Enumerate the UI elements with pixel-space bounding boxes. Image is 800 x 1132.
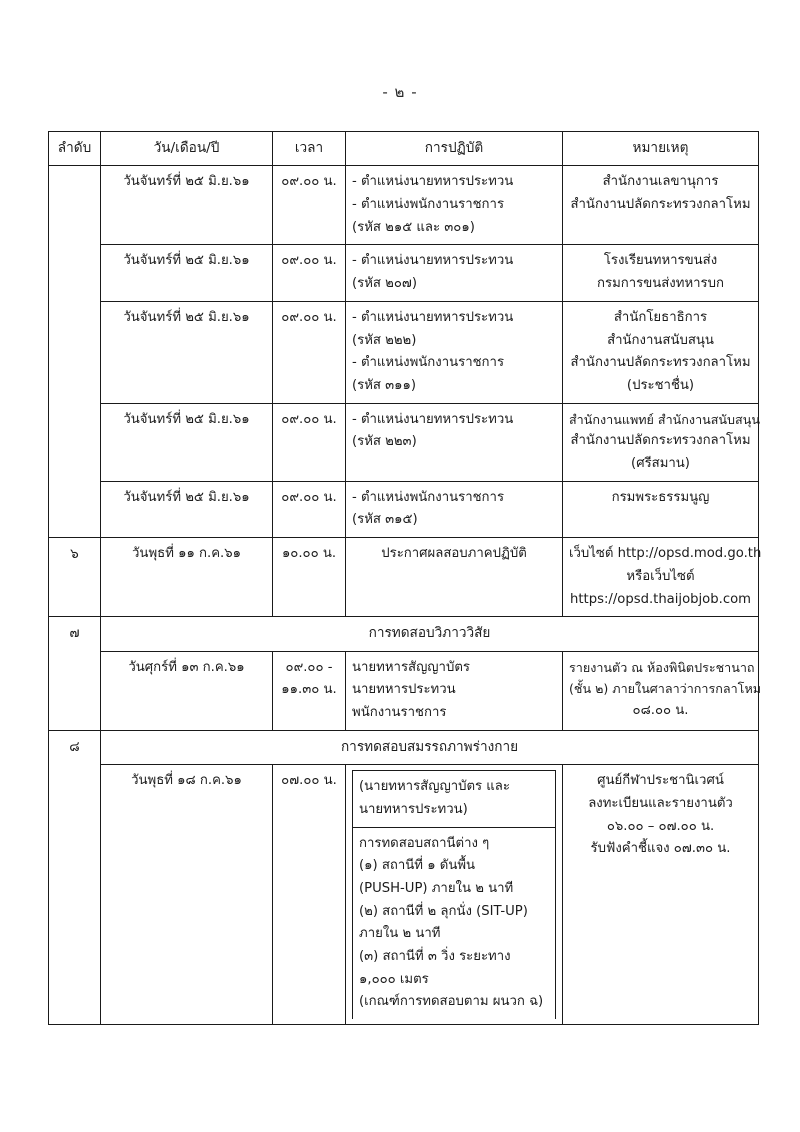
text-line: หรือเว็บไซต์ (626, 568, 695, 584)
cell-remark (563, 403, 759, 481)
cell-remark (563, 245, 759, 301)
action-group-eligibility (353, 771, 556, 827)
text-line: ๐๙.๐๐ น. (281, 411, 337, 427)
cell-date (101, 403, 273, 481)
text-line: ประกาศผลสอบภาคปฏิบัติ (381, 546, 527, 562)
cell-time (273, 245, 346, 301)
action-subrow-top (353, 771, 556, 827)
cell-date (101, 245, 273, 301)
text-line: (รหัส ๓๑๕) (352, 512, 418, 528)
cell-date (101, 538, 273, 617)
text-line: ๑๐.๐๐ น. (281, 546, 337, 562)
text-line: - ตำแหน่งพนักงานราชการ (352, 355, 505, 371)
text-line: กรมพระธรรมนูญ (611, 489, 710, 505)
text-line: วันจันทร์ที่ ๒๕ มิ.ย.๖๑ (123, 411, 250, 427)
cell-action (346, 403, 563, 481)
text-line: (รหัส ๒๐๗) (352, 276, 417, 292)
cell-time (273, 481, 346, 537)
table-header-row (49, 132, 759, 166)
column-header-time: เวลา (273, 132, 346, 166)
cell-date (101, 481, 273, 537)
text-line: (๑) สถานีที่ ๑ ดันพื้น (359, 858, 476, 874)
text-line: นายทหารประทวน) (359, 801, 468, 817)
table-row (49, 245, 759, 301)
text-line: ๐๙.๐๐ - (285, 659, 333, 675)
table-row (49, 301, 759, 403)
text-line: สำนักงานแพทย์ สำนักงานสนับสนุน (569, 411, 760, 427)
cell-date (101, 651, 273, 730)
text-line: - ตำแหน่งนายทหารประทวน (352, 309, 514, 325)
section-title: การทดสอบวิภาววิสัย (101, 617, 759, 651)
cell-date (101, 765, 273, 1025)
text-line: วันจันทร์ที่ ๒๕ มิ.ย.๖๑ (123, 253, 250, 269)
text-line: (๓) สถานีที่ ๓ วิ่ง ระยะทาง (359, 949, 511, 965)
text-line: (๒) สถานีที่ ๒ ลุกนั่ง (SIT-UP) (359, 903, 528, 919)
cell-time (273, 166, 346, 245)
cell-remark (563, 651, 762, 730)
text-line: ศูนย์กีฬาประชานิเวศน์ (597, 773, 724, 789)
text-line: นายทหารสัญญาบัตร (352, 659, 470, 675)
text-line: (รหัส ๒๑๕ และ ๓๐๑) (352, 219, 475, 235)
table-row (49, 538, 759, 617)
text-line: สำนักงานปลัดกระทรวงกลาโหม (570, 433, 751, 449)
text-line: นายทหารประทวน (352, 682, 456, 698)
text-line: รับฟังคำชี้แจง ๐๗.๓๐ น. (590, 841, 731, 857)
cell-sequence-merged (49, 166, 101, 538)
text-line: วันจันทร์ที่ ๒๕ มิ.ย.๖๑ (123, 174, 250, 190)
text-line: วันพุธที่ ๑๘ ก.ค.๖๑ (131, 773, 242, 789)
text-line: วันพุธที่ ๑๑ ก.ค.๖๑ (132, 546, 241, 562)
cell-remark (563, 481, 759, 537)
text-line: (เกณฑ์การทดสอบตาม ผนวก ฉ) (359, 994, 544, 1010)
text-line: (PUSH-UP) ภายใน ๒ นาที (359, 880, 514, 896)
page-number: - ๒ - (382, 83, 418, 101)
table-row (49, 166, 759, 245)
cell-date (101, 166, 273, 245)
table-row (49, 403, 759, 481)
table-row (49, 651, 759, 730)
text-line: ๑๑.๓๐ น. (281, 682, 337, 698)
cell-action (346, 301, 563, 403)
text-line: สำนักงานเลขานุการ (602, 174, 719, 190)
website-primary: เว็บไซต์ http://opsd.mod.go.th (569, 546, 762, 562)
cell-action (346, 538, 563, 617)
cell-time (273, 403, 346, 481)
column-header-action: การปฏิบัติ (346, 132, 563, 166)
text-line: ๐๙.๐๐ น. (281, 489, 337, 505)
cell-remark (563, 166, 759, 245)
text-line: ๐๙.๐๐ น. (281, 253, 337, 269)
text-line: สำนักโยธาธิการ (613, 309, 708, 325)
action-group-stations (353, 827, 556, 1019)
text-line: (รหัส ๒๒๒) (352, 332, 417, 348)
cell-action (346, 765, 563, 1025)
text-line: สำนักงานสนับสนุน (607, 332, 714, 348)
text-line: การทดสอบสถานีต่าง ๆ (359, 835, 490, 851)
column-header-date: วัน/เดือน/ปี (101, 132, 273, 166)
text-line: โรงเรียนทหารขนส่ง (603, 253, 718, 269)
text-line: ๑,๐๐๐ เมตร (359, 971, 429, 987)
text-line: สำนักงานปลัดกระทรวงกลาโหม (570, 355, 751, 371)
column-header-remark: หมายเหตุ (563, 132, 759, 166)
text-line: (รหัส ๓๑๑) (352, 378, 417, 393)
cell-action (346, 245, 563, 301)
text-line: ๐๘.๐๐ น. (632, 702, 689, 718)
text-line: ลงทะเบียนและรายงานตัว (588, 795, 733, 811)
cell-action (346, 481, 563, 537)
text-line: (นายทหารสัญญาบัตร และ (359, 779, 510, 795)
text-line: วันจันทร์ที่ ๒๕ มิ.ย.๖๑ (123, 309, 250, 325)
text-line: รายงานตัว ณ ห้องพินิตประชานาถ (569, 659, 755, 675)
cell-time (273, 651, 346, 730)
cell-time (273, 765, 346, 1025)
cell-sequence: ๖ (49, 538, 101, 617)
cell-time (273, 301, 346, 403)
schedule-table (48, 131, 762, 1025)
table-body (49, 166, 762, 1025)
text-line: วันจันทร์ที่ ๒๕ มิ.ย.๖๑ (123, 489, 250, 505)
cell-date (101, 301, 273, 403)
text-line: - ตำแหน่งนายทหารประทวน (352, 253, 514, 269)
text-line: ๐๙.๐๐ น. (281, 309, 337, 325)
table-row (49, 481, 759, 537)
cell-sequence: ๘ (49, 730, 101, 1024)
text-line: - ตำแหน่งนายทหารประทวน (352, 174, 514, 190)
text-line: (ศรีสมาน) (631, 456, 690, 472)
action-subtable (352, 770, 556, 1019)
text-line: ๐๖.๐๐ – ๐๗.๐๐ น. (606, 818, 715, 834)
action-subrow-bottom (353, 827, 556, 1019)
text-line: (รหัส ๒๒๓) (352, 434, 417, 450)
website-secondary: https://opsd.thaijobjob.com (570, 591, 751, 607)
cell-remark (563, 538, 762, 617)
cell-remark (563, 301, 759, 403)
section-header-row (49, 617, 759, 651)
section-header-row (49, 730, 759, 764)
text-line: - ตำแหน่งพนักงานราชการ (352, 489, 505, 505)
text-line: ๐๙.๐๐ น. (281, 174, 337, 190)
cell-remark (563, 765, 759, 1025)
text-line: - ตำแหน่งพนักงานราชการ (352, 197, 505, 213)
text-line: (ชั้น ๒) ภายในศาลาว่าการกลาโหม (569, 681, 762, 697)
cell-action (346, 166, 563, 245)
text-line: วันศุกร์ที่ ๑๓ ก.ค.๖๑ (128, 659, 245, 675)
cell-time (273, 538, 346, 617)
section-title: การทดสอบสมรรถภาพร่างกาย (101, 730, 759, 764)
schedule-table-container (48, 131, 762, 1025)
table-row (49, 765, 759, 1025)
text-line: สำนักงานปลัดกระทรวงกลาโหม (570, 197, 751, 213)
text-line: ๐๗.๐๐ น. (281, 773, 337, 789)
column-header-sequence: ลำดับ (49, 132, 101, 166)
cell-sequence: ๗ (49, 617, 101, 730)
text-line: ภายใน ๒ นาที (359, 926, 441, 942)
text-line: กรมการขนส่งทหารบก (597, 276, 724, 292)
text-line: (ประชาชื่น) (626, 378, 695, 393)
text-line: - ตำแหน่งนายทหารประทวน (352, 411, 514, 427)
text-line: พนักงานราชการ (352, 705, 447, 721)
cell-action (346, 651, 563, 730)
